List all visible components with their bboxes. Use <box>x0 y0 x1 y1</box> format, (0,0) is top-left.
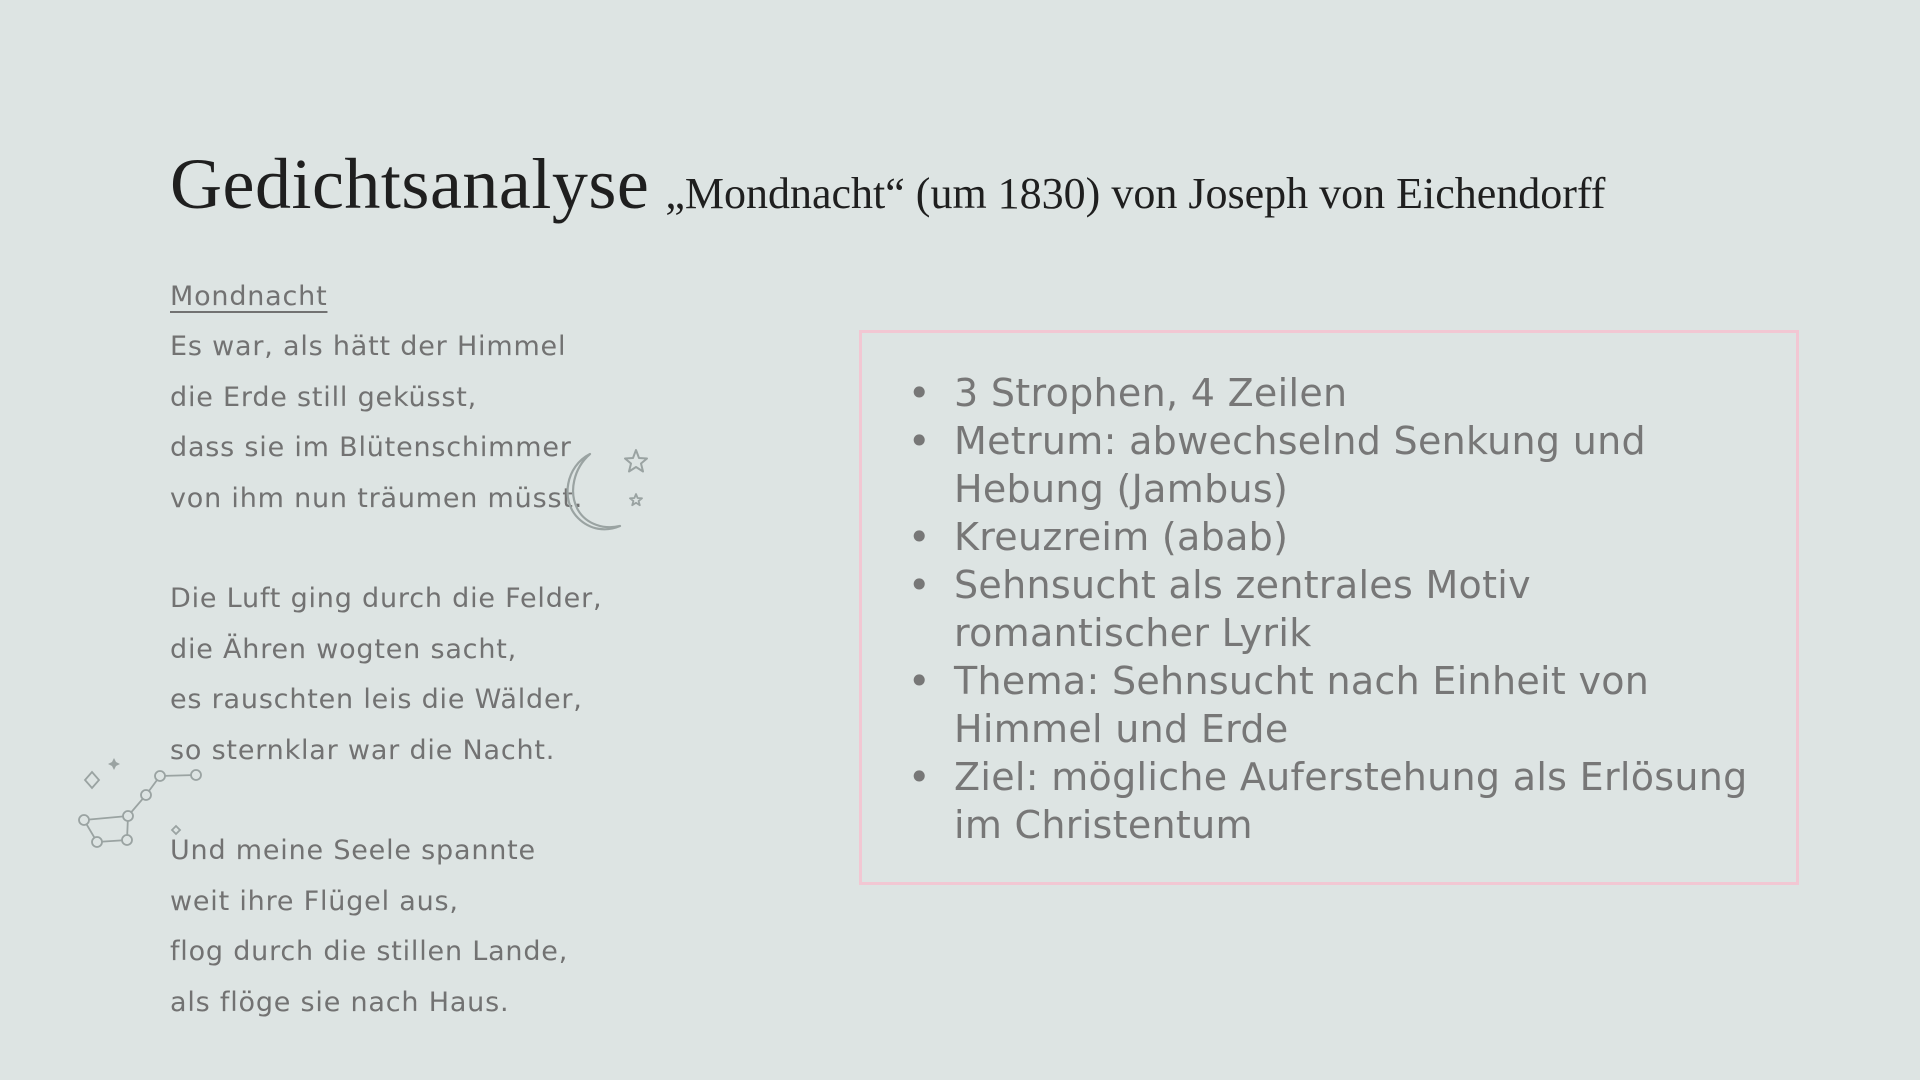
slide-title <box>170 144 1606 224</box>
bullet-icon: • <box>908 659 931 703</box>
analysis-point-text: Kreuzreim (abab) <box>954 515 1289 559</box>
poem-line: flog durch die stillen Lande, <box>170 936 569 968</box>
analysis-point <box>908 753 1766 849</box>
poem-title: Mondnacht <box>170 281 328 312</box>
poem-line: Und meine Seele spannte <box>170 835 536 867</box>
crescent-moon-with-stars-icon <box>548 444 653 544</box>
stanza-gap <box>170 524 602 574</box>
analysis-point-text: Ziel: mögliche Auferstehung als Erlösung im Christentum <box>954 755 1748 847</box>
analysis-point-text: Metrum: abwechselnd Senkung und Hebung (Jambus) <box>954 419 1646 511</box>
bullet-icon: • <box>908 755 931 799</box>
poem-line: von ihm nun träumen müsst. <box>170 482 584 514</box>
slide-title-sub: „Mondnacht“ (um 1830) von Joseph von Eichendorff <box>665 169 1606 218</box>
poem-line: so sternklar war die Nacht. <box>170 734 556 766</box>
bullet-icon: • <box>908 515 931 559</box>
analysis-point <box>908 513 1766 561</box>
analysis-point-text: Sehnsucht als zentrales Motiv romantischer Lyrik <box>954 563 1531 655</box>
stanza-gap <box>170 776 602 826</box>
bullet-icon: • <box>908 419 931 463</box>
poem-line: die Erde still geküsst, <box>170 381 477 413</box>
poem-stanza-3 <box>170 826 602 1028</box>
analysis-point <box>908 417 1766 513</box>
bullet-icon: • <box>908 371 931 415</box>
bullet-icon: • <box>908 563 931 607</box>
poem-stanza-2 <box>170 574 602 776</box>
poem <box>170 272 602 1028</box>
analysis-point <box>908 369 1766 417</box>
poem-line: Die Luft ging durch die Felder, <box>170 583 603 615</box>
poem-line: als flöge sie nach Haus. <box>170 986 510 1018</box>
poem-line: dass sie im Blütenschimmer <box>170 432 572 464</box>
poem-stanza-1 <box>170 322 602 524</box>
analysis-point <box>908 657 1766 753</box>
analysis-box <box>859 330 1799 885</box>
poem-line: es rauschten leis die Wälder, <box>170 684 583 716</box>
analysis-point <box>908 561 1766 657</box>
poem-line: die Ähren wogten sacht, <box>170 633 518 665</box>
slide-title-main: Gedichtsanalyse <box>170 144 650 224</box>
analysis-point-text: Thema: Sehnsucht nach Einheit von Himmel und Erde <box>954 659 1650 751</box>
poem-line: weit ihre Flügel aus, <box>170 885 459 917</box>
analysis-list <box>862 333 1796 849</box>
poem-line: Es war, als hätt der Himmel <box>170 331 567 363</box>
constellation-icon <box>70 750 210 860</box>
analysis-point-text: 3 Strophen, 4 Zeilen <box>954 371 1348 415</box>
